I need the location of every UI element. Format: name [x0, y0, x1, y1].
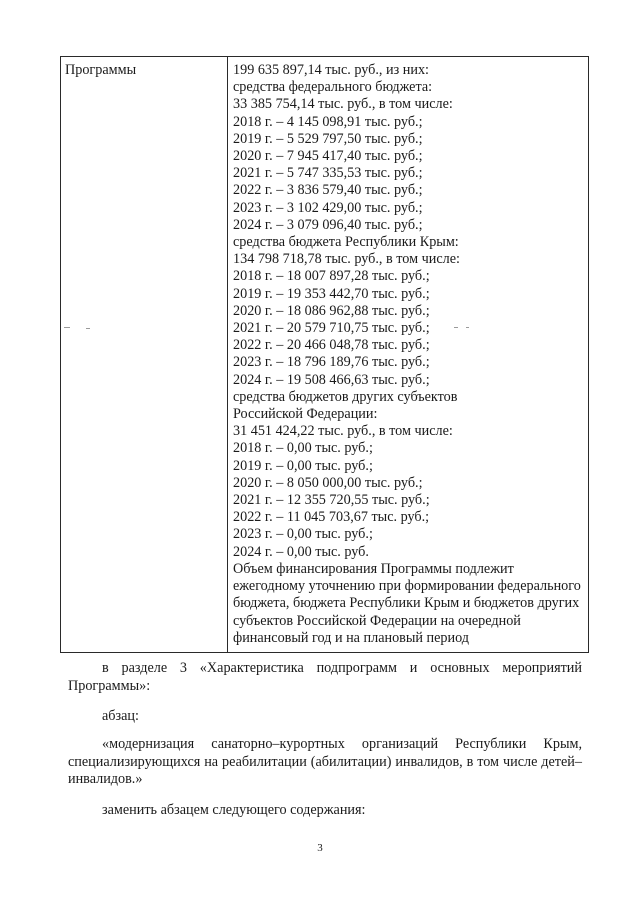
funding-lines	[233, 62, 584, 561]
funding-line: 2024 г. – 0,00 тыс. руб.	[233, 543, 369, 560]
table-value-cell	[228, 57, 589, 653]
funding-line: 2020 г. – 8 050 000,00 тыс. руб.;	[233, 474, 423, 491]
page-number: 3	[317, 842, 323, 854]
scan-artifact	[454, 327, 458, 328]
funding-line: средства бюджетов других субъектов	[233, 388, 458, 405]
scan-artifact	[64, 327, 70, 328]
paragraph-quote: «модернизация санаторно–курортных организаций Республики Крым, специализирующихся на реабилитации (абилитации) инвалидов, в том числе детей–инвалидов.»	[68, 736, 582, 788]
funding-line: 2019 г. – 5 529 797,50 тыс. руб.;	[233, 130, 423, 147]
table-label-cell	[61, 57, 228, 653]
funding-line: 2022 г. – 3 836 579,40 тыс. руб.;	[233, 182, 423, 199]
funding-line: 2021 г. – 5 747 335,53 тыс. руб.;	[233, 165, 423, 182]
funding-line: 2018 г. – 0,00 тыс. руб.;	[233, 440, 373, 457]
funding-line: 2019 г. – 0,00 тыс. руб.;	[233, 457, 373, 474]
paragraph-abzac: абзац:	[102, 708, 139, 724]
funding-line: 2018 г. – 18 007 897,28 тыс. руб.;	[233, 268, 430, 285]
funding-line: 2022 г. – 20 466 048,78 тыс. руб.;	[233, 337, 430, 354]
funding-line: средства бюджета Республики Крым:	[233, 234, 459, 251]
funding-line: 2019 г. – 19 353 442,70 тыс. руб.;	[233, 285, 430, 302]
scan-artifact	[466, 327, 469, 328]
funding-line: 2020 г. – 18 086 962,88 тыс. руб.;	[233, 302, 430, 319]
funding-note: Объем финансирования Программы подлежит ежегодному уточнению при формировании федерального бюджета, бюджета Республики Крым и бюджетов других субъектов Российской Федерации на очередной финансовый год и на плановый период	[233, 560, 581, 646]
funding-line: 2024 г. – 3 079 096,40 тыс. руб.;	[233, 216, 423, 233]
funding-line: 2023 г. – 0,00 тыс. руб.;	[233, 526, 373, 543]
funding-line: 134 798 718,78 тыс. руб., в том числе:	[233, 251, 460, 268]
funding-line: 2022 г. – 11 045 703,67 тыс. руб.;	[233, 509, 430, 526]
funding-line: 2024 г. – 19 508 466,63 тыс. руб.;	[233, 371, 430, 388]
funding-line: 2018 г. – 4 145 098,91 тыс. руб.;	[233, 113, 423, 130]
funding-line: 2023 г. – 18 796 189,76 тыс. руб.;	[233, 354, 430, 371]
funding-line: 33 385 754,14 тыс. руб., в том числе:	[233, 96, 453, 113]
funding-line: средства федерального бюджета:	[233, 79, 433, 96]
funding-line: 2021 г. – 12 355 720,55 тыс. руб.;	[233, 492, 430, 509]
funding-line: 2021 г. – 20 579 710,75 тыс. руб.;	[233, 320, 430, 337]
funding-line: Российской Федерации:	[233, 406, 378, 423]
funding-line: 2023 г. – 3 102 429,00 тыс. руб.;	[233, 199, 423, 216]
funding-line: 31 451 424,22 тыс. руб., в том числе:	[233, 423, 453, 440]
funding-line: 2020 г. – 7 945 417,40 тыс. руб.;	[233, 148, 423, 165]
scan-artifact	[86, 328, 90, 329]
paragraph-replace: заменить абзацем следующего содержания:	[102, 802, 366, 818]
funding-table	[60, 56, 589, 653]
program-label: Программы	[65, 62, 137, 78]
table-row	[61, 57, 589, 653]
funding-line: 199 635 897,14 тыс. руб., из них:	[233, 62, 429, 78]
paragraph-section-3: в разделе 3 «Характеристика подпрограмм и основных мероприятий Программы»:	[68, 660, 582, 694]
